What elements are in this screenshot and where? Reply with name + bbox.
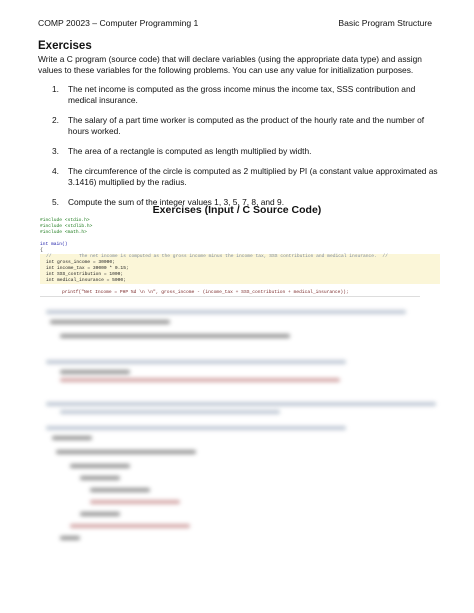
item-text: Compute the sum of the integer values 1, 3, 5, 7, 8, and 9. (68, 197, 285, 207)
item-text: The net income is computed as the gross income minus the income tax, SSS contribution and medical insurance. (68, 84, 416, 105)
list-item (38, 166, 438, 188)
code-section-title: Exercises (Input / C Source Code) (152, 204, 322, 216)
code-line-decl: int income_tax = 30000 * 0.15; (40, 266, 440, 272)
item-number: 1. (52, 84, 59, 94)
problem-list (38, 84, 438, 217)
item-number: 5. (52, 197, 59, 207)
item-number: 4. (52, 166, 59, 176)
code-block (40, 218, 440, 296)
item-text: The circumference of the circle is computed as 2 multiplied by PI (a constant value approximated as 3.1416) multiplied by the radius. (68, 166, 438, 187)
code-line-brace: { (40, 248, 43, 253)
code-line-include: #include <stdio.h> (40, 218, 90, 223)
item-text: The salary of a part time worker is computed as the product of the hourly rate and the number of hours worked. (68, 115, 425, 136)
item-number: 3. (52, 146, 59, 156)
code-line-decl: int gross_income = 30000; (40, 260, 440, 266)
blurred-code-area (40, 306, 440, 446)
section-title: Exercises (38, 40, 92, 52)
code-line-comment: // The net income is computed as the gross income minus the income tax, SSS contribution and medical insurance. // (40, 254, 440, 260)
list-item (38, 146, 438, 157)
code-line-include: #include <stdlib.h> (40, 224, 93, 229)
code-line-main: int main() (40, 242, 68, 247)
intro-paragraph: Write a C program (source code) that will declare variables (using the appropriate data type) and assign values to these variables for the following problems. You can use any value for initialization purposes. (38, 54, 422, 75)
page-header (38, 18, 436, 30)
code-line-decl: int medical_insurance = 5000; (40, 278, 440, 284)
list-item (38, 84, 438, 106)
item-text: The area of a rectangle is computed as length multiplied by width. (68, 146, 312, 156)
topic-title: Basic Program Structure (338, 18, 432, 28)
code-line-printf: printf("Net Income = PHP %d \n \n", gross_income - (income_tax + SSS_contribution + medical_insurance)); (62, 290, 349, 295)
item-number: 2. (52, 115, 59, 125)
code-line-include: #include <math.h> (40, 230, 87, 235)
course-title: COMP 20023 – Computer Programming 1 (38, 18, 199, 28)
blurred-code-area (40, 448, 440, 568)
code-line-decl: int SSS_contribution = 1000; (40, 272, 440, 278)
divider (40, 296, 420, 297)
list-item (38, 115, 438, 137)
